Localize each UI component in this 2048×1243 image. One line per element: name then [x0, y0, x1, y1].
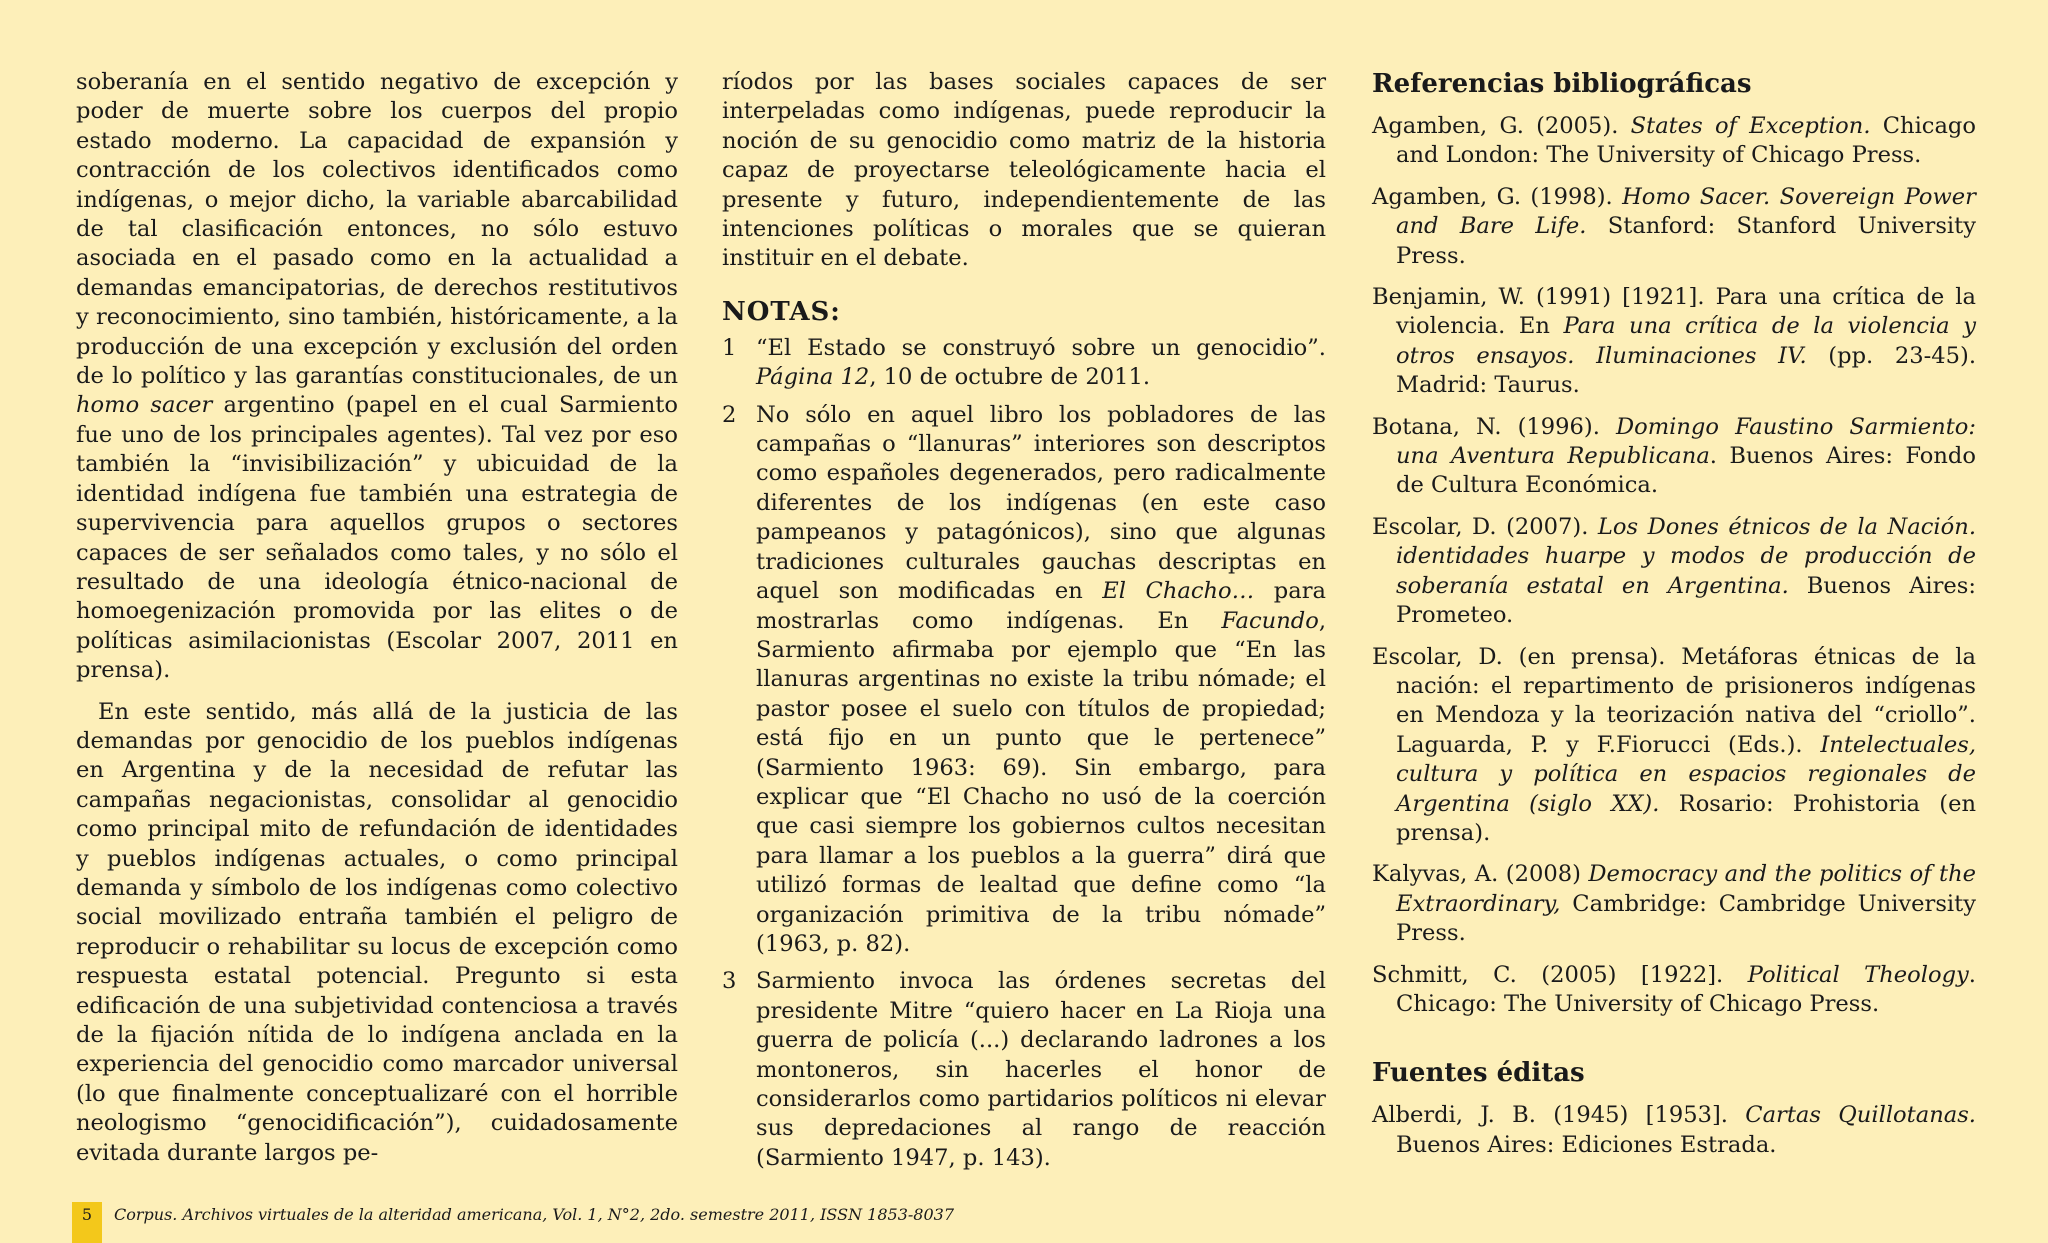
note-item [722, 967, 1326, 1173]
body-paragraph: En este sentido, más allá de la justicia de las demandas por genocidio de los pueblos indígenas en Argentina y de la necesidad de refutar las campañas negacionistas, consolidar al genocidio como principal mito de refundación de identidades y pueblos indígenas actuales, o como principal demanda y símbolo de los indígenas como colectivo social movilizado entraña también el peligro de reproducir o rehabilitar su locus de excepción como respuesta estatal potencial. Pregunto si esta edificación de una subjetividad contenciosa a través de la fijación nítida de lo indígena anclada en la experiencia del genocidio como marcador universal (lo que finalmente conceptualizaré con el horrible neologismo “genocidificación”), cuidadosamente evitada durante largos pe- [76, 698, 678, 1166]
note-number: 1 [722, 334, 737, 361]
footer-citation: Corpus. Archivos virtuales de la alteridad americana, Vol. 1, N°2, 2do. semestre 2011, ISSN 1853-8037 [114, 1205, 954, 1224]
note-number: 2 [722, 401, 737, 428]
note-text: No sólo en aquel libro los pobladores de las campañas o “llanuras” interiores son descriptos como españoles degenerados, pero radicalmente diferentes de los indígenas (en este caso pampeanos y patagónicos), sino que algunas tradiciones culturales gauchas descriptas en aquel son modificadas en El Chacho… para mostrarlas como indígenas. En Facundo, Sarmiento afirmaba por ejemplo que “En las llanuras argentinas no existe la tribu nómade; el pastor posee el suelo con títulos de propiedad; está fijo en un punto que le pertenece” (Sarmiento 1963: 69). Sin embargo, para explicar que “El Chacho no usó de la coerción que casi siempre los gobiernos cultos necesitan para llamar a los pueblos a la guerra” dirá que utilizó formas de lealtad que define como “la organización primitiva de la tribu nómade” (1963, p. 82). [756, 401, 1326, 957]
reference-entry: Botana, N. (1996). Domingo Faustino Sarmiento: una Aventura Republicana. Buenos Aires: Fondo de Cultura Económica. [1372, 413, 1976, 499]
reference-entry: Schmitt, C. (2005) [1922]. Political Theology. Chicago: The University of Chicago Press. [1372, 961, 1976, 1017]
reference-entry: Escolar, D. (en prensa). Metáforas étnicas de la nación: el repartimento de prisioneros indígenas en Mendoza y la teorización nativa del “criollo”. Laguarda, P. y F.Fiorucci (Eds.). Intelectuales, cultura y política en espacios regionales de Argentina (siglo XX). Rosario: Prohistoria (en prensa). [1372, 643, 1977, 846]
body-paragraph: ríodos por las bases sociales capaces de ser interpeladas como indígenas, puede reproducir la noción de su genocidio como matriz de la historia capaz de proyectarse teleológicamente hacia el presente y futuro, independientemente de las intenciones políticas o morales que se quieran instituir en el debate. [722, 69, 1326, 272]
notes-list [722, 334, 1326, 1173]
note-item [722, 334, 1326, 393]
notes-heading: NOTAS: [722, 296, 841, 327]
column-1 [76, 68, 678, 1168]
note-text: Sarmiento invoca las órdenes secretas del presidente Mitre “quiero hacer en La Rioja una guerra de policía (...) declarando ladrones a los montoneros, sin hacerles el honor de considerarlos como partidarios políticos ni elevar sus depredaciones al rango de reacción (Sarmiento 1947, p. 143). [756, 968, 1326, 1171]
body-paragraph: soberanía en el sentido negativo de excepción y poder de muerte sobre los cuerpos del propio estado moderno. La capacidad de expansión y contracción de los colectivos identificados como indígenas, o mejor dicho, la variable abarcabilidad de tal clasificación entonces, no sólo estuvo asociada en el pasado como en la actualidad a demandas emancipatorias, de derechos restitutivos y reconocimiento, sino también, históricamente, a la producción de una excepción y exclusión del orden de lo político y las garantías constitucionales, de un homo sacer argentino (papel en el cual Sarmiento fue uno de los principales agentes). Tal vez por eso también la “invisibilización” y ubicuidad de la identidad indígena fue también una estrategia de supervivencia para aquellos grupos o sectores capaces de ser señalados como tales, y no sólo el resultado de una ideología étnico-nacional de homoegenización promovida por las elites o de políticas asimilacionistas (Escolar 2007, 2011 en prensa). [76, 69, 678, 684]
note-item [722, 401, 1326, 960]
references-heading: Referencias bibliográficas [1372, 69, 1752, 99]
note-number: 3 [722, 968, 737, 995]
reference-entry: Agamben, G. (2005). States of Exception. Chicago and London: The University of Chicago Press. [1372, 113, 1976, 169]
reference-entry: Alberdi, J. B. (1945) [1953]. Cartas Quillotanas. Buenos Aires: Ediciones Estrada. [1372, 1102, 1976, 1158]
column-2 [722, 68, 1326, 1181]
page-footer [72, 1202, 954, 1243]
sources-list [1372, 1101, 1976, 1160]
sources-heading: Fuentes éditas [1372, 1058, 1585, 1089]
references-list [1372, 112, 1976, 1019]
reference-entry: Kalyvas, A. (2008) Democracy and the politics of the Extraordinary, Cambridge: Cambridge University Press. [1372, 861, 1976, 947]
column-3 [1372, 68, 1976, 1160]
reference-entry: Escolar, D. (2007). Los Dones étnicos de la Nación. identidades huarpe y modos de producción de soberanía estatal en Argentina. Buenos Aires: Prometeo. [1372, 513, 1976, 629]
note-text: “El Estado se construyó sobre un genocidio”. Página 12, 10 de octubre de 2011. [756, 334, 1326, 391]
page-number: 5 [72, 1202, 102, 1243]
reference-entry: Agamben, G. (1998). Homo Sacer. Sovereign Power and Bare Life. Stanford: Stanford University Press. [1372, 183, 1976, 269]
reference-entry: Benjamin, W. (1991) [1921]. Para una crítica de la violencia. En Para una crítica de la violencia y otros ensayos. Iluminaciones IV. (pp. 23-45). Madrid: Taurus. [1372, 284, 1977, 399]
